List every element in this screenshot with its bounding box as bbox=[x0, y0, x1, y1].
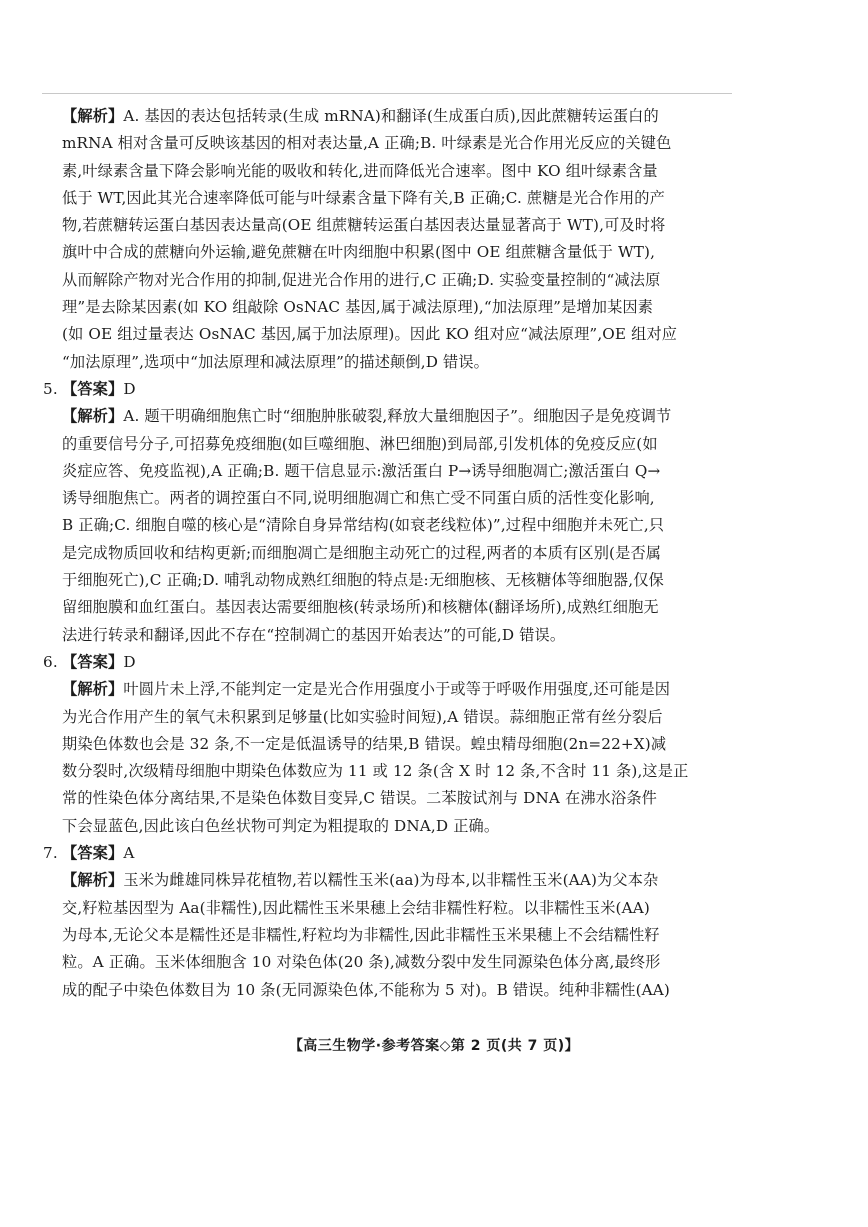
q7-number: 7. bbox=[43, 844, 58, 863]
q6-answer-line bbox=[43, 649, 702, 676]
analysis-tag: 【解析】 bbox=[62, 407, 124, 426]
q4-line-10: “加法原理”,选项中“加法原理和减法原理”的描述颠倒,D 错误。 bbox=[62, 352, 490, 371]
q5-line-2: 的重要信号分子,可招募免疫细胞(如巨噬细胞、淋巴细胞)到局部,引发机体的免疫反应(如 bbox=[62, 434, 658, 453]
q5-line-9: 法进行转录和翻译,因此不存在“控制凋亡的基因开始表达”的可能,D 错误。 bbox=[62, 625, 566, 644]
q6-number: 6. bbox=[43, 652, 58, 671]
q7-line-5: 成的配子中染色体数目为 10 条(无同源染色体,不能称为 5 对)。B 错误。纯种非糯性(AA) bbox=[62, 980, 670, 999]
q5-line-6: 是完成物质回收和结构更新;而细胞凋亡是细胞主动死亡的过程,两者的本质有区别(是否属 bbox=[62, 543, 662, 562]
q6-line-2: 为光合作用产生的氧气未积累到足够量(比如实验时间短),A 错误。蒜细胞正常有丝分裂后 bbox=[62, 707, 663, 726]
answer-tag: 【答案】 bbox=[62, 379, 124, 398]
q7-block bbox=[43, 840, 702, 1004]
q4-line-5: 物,若蔗糖转运蛋白基因表达量高(OE 组蔗糖转运蛋白基因表达量显著高于 WT),可及时将 bbox=[62, 216, 666, 235]
analysis-tag: 【解析】 bbox=[62, 680, 124, 699]
q4-analysis bbox=[62, 103, 702, 376]
answer-tag: 【答案】 bbox=[62, 844, 124, 863]
q6-line-5: 常的性染色体分离结果,不是染色体数目变异,C 错误。二苯胺试剂与 DNA 在沸水浴条件 bbox=[62, 789, 658, 808]
q7-line-3: 为母本,无论父本是糯性还是非糯性,籽粒均为非糯性,因此非糯性玉米果穗上不会结糯性籽 bbox=[62, 925, 660, 944]
analysis-tag: 【解析】 bbox=[62, 107, 124, 125]
analysis-tag: 【解析】 bbox=[62, 871, 124, 890]
q5-line-4: 诱导细胞焦亡。两者的调控蛋白不同,说明细胞凋亡和焦亡受不同蛋白质的活性变化影响, bbox=[62, 489, 655, 508]
q4-line-1: A. 基因的表达包括转录(生成 mRNA)和翻译(生成蛋白质),因此蔗糖转运蛋白的 bbox=[123, 107, 659, 125]
q6-line-4: 数分裂时,次级精母细胞中期染色体数应为 11 或 12 条(含 X 时 12 条,不含时 11 条),这是正 bbox=[62, 762, 689, 781]
q5-line-7: 于细胞死亡),C 正确;D. 哺乳动物成熟红细胞的特点是:无细胞核、无核糖体等细胞器,仅保 bbox=[62, 571, 664, 590]
q4-line-7: 从而解除产物对光合作用的抑制,促进光合作用的进行,C 正确;D. 实验变量控制的“减法原 bbox=[62, 270, 661, 289]
q6-answer: D bbox=[123, 652, 136, 671]
q6-line-1: 叶圆片未上浮,不能判定一定是光合作用强度小于或等于呼吸作用强度,还可能是因 bbox=[123, 680, 671, 699]
q5-line-8: 留细胞膜和血红蛋白。基因表达需要细胞核(转录场所)和核糖体(翻译场所),成熟红细胞无 bbox=[62, 598, 659, 617]
page-footer: 【高三生物学·参考答案◇第 2 页(共 7 页)】 bbox=[288, 1038, 580, 1054]
q7-answer: A bbox=[123, 844, 135, 863]
q4-line-9: (如 OE 组过量表达 OsNAC 基因,属于加法原理)。因此 KO 组对应“减法原理”,OE 组对应 bbox=[62, 325, 678, 344]
q5-line-3: 炎症应答、免疫监视),A 正确;B. 题干信息显示:激活蛋白 P→诱导细胞凋亡;激活蛋白 Q→ bbox=[62, 461, 661, 480]
q4-line-3: 素,叶绿素含量下降会影响光能的吸收和转化,进而降低光合速率。图中 KO 组叶绿素含量 bbox=[62, 161, 658, 180]
q5-answer: D bbox=[123, 379, 136, 398]
q7-line-1: 玉米为雌雄同株异花植物,若以糯性玉米(aa)为母本,以非糯性玉米(AA)为父本杂 bbox=[123, 871, 659, 890]
q7-line-4: 粒。A 正确。玉米体细胞含 10 对染色体(20 条),减数分裂中发生同源染色体分离,最终形 bbox=[62, 953, 661, 972]
q6-line-6: 下会显蓝色,因此该白色丝状物可判定为粗提取的 DNA,D 正确。 bbox=[62, 816, 500, 835]
q4-line-8: 理”是去除某因素(如 KO 组敲除 OsNAC 基因,属于减法原理),“加法原理”是增加某因素 bbox=[62, 298, 654, 317]
answer-tag: 【答案】 bbox=[62, 652, 124, 671]
q5-number: 5. bbox=[43, 379, 58, 398]
q6-line-3: 期染色体数也会是 32 条,不一定是低温诱导的结果,B 错误。蝗虫精母细胞(2n=22+X)减 bbox=[62, 734, 667, 753]
page-content bbox=[43, 103, 702, 1004]
q6-block bbox=[43, 649, 702, 840]
q7-line-2: 交,籽粒基因型为 Aa(非糯性),因此糯性玉米果穗上会结非糯性籽粒。以非糯性玉米(AA) bbox=[62, 898, 650, 917]
q4-line-4: 低于 WT,因此其光合速率降低可能与叶绿素含量下降有关,B 正确;C. 蔗糖是光合作用的产 bbox=[62, 188, 665, 207]
q4-line-6: 旗叶中合成的蔗糖向外运输,避免蔗糖在叶肉细胞中积累(图中 OE 组蔗糖含量低于 WT), bbox=[62, 243, 656, 262]
q5-line-1: A. 题干明确细胞焦亡时“细胞肿胀破裂,释放大量细胞因子”。细胞因子是免疫调节 bbox=[123, 407, 672, 426]
q5-line-5: B 正确;C. 细胞自噬的核心是“清除自身异常结构(如衰老线粒体)”,过程中细胞并未死亡,只 bbox=[62, 516, 665, 535]
q4-line-2: mRNA 相对含量可反映该基因的相对表达量,A 正确;B. 叶绿素是光合作用光反应的关键色 bbox=[62, 134, 672, 153]
q7-answer-line bbox=[43, 840, 702, 867]
header-rule bbox=[42, 93, 732, 94]
q5-answer-line bbox=[43, 376, 702, 403]
q5-block bbox=[43, 376, 702, 649]
